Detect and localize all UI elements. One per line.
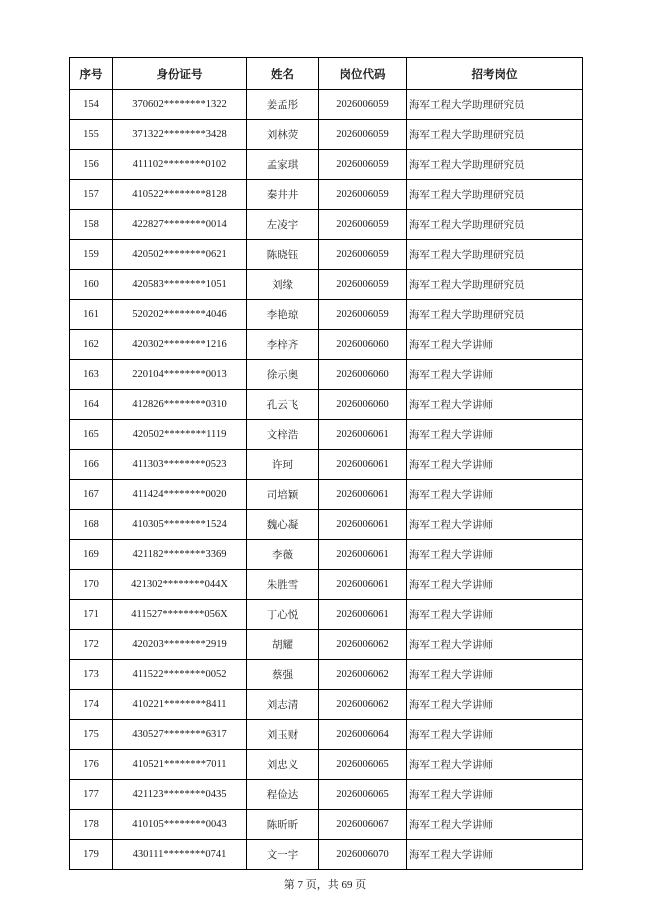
job-code-cell: 2026006059 bbox=[319, 150, 407, 180]
table-row bbox=[70, 300, 583, 330]
id-number-cell: 422827********0014 bbox=[113, 210, 247, 240]
recruitment-roster-table bbox=[69, 57, 583, 870]
table-row bbox=[70, 90, 583, 120]
name-cell: 秦井井 bbox=[247, 180, 319, 210]
job-code-cell: 2026006060 bbox=[319, 330, 407, 360]
row-number-cell: 178 bbox=[70, 810, 113, 840]
job-title-cell: 海军工程大学讲师 bbox=[407, 540, 583, 570]
job-title-cell: 海军工程大学讲师 bbox=[407, 570, 583, 600]
job-code-cell: 2026006064 bbox=[319, 720, 407, 750]
row-number-cell: 156 bbox=[70, 150, 113, 180]
row-number-cell: 172 bbox=[70, 630, 113, 660]
job-title-cell: 海军工程大学助理研究员 bbox=[407, 150, 583, 180]
name-cell: 刘缘 bbox=[247, 270, 319, 300]
id-number-cell: 411522********0052 bbox=[113, 660, 247, 690]
job-title-cell: 海军工程大学讲师 bbox=[407, 720, 583, 750]
job-title-cell: 海军工程大学助理研究员 bbox=[407, 210, 583, 240]
name-cell: 李薇 bbox=[247, 540, 319, 570]
job-code-cell: 2026006059 bbox=[319, 180, 407, 210]
job-title-cell: 海军工程大学讲师 bbox=[407, 420, 583, 450]
job-title-cell: 海军工程大学讲师 bbox=[407, 690, 583, 720]
header-row-number: 序号 bbox=[70, 58, 113, 90]
row-number-cell: 158 bbox=[70, 210, 113, 240]
job-code-cell: 2026006067 bbox=[319, 810, 407, 840]
header-name: 姓名 bbox=[247, 58, 319, 90]
id-number-cell: 421182********3369 bbox=[113, 540, 247, 570]
name-cell: 丁心悦 bbox=[247, 600, 319, 630]
job-title-cell: 海军工程大学讲师 bbox=[407, 390, 583, 420]
id-number-cell: 420302********1216 bbox=[113, 330, 247, 360]
table-body bbox=[70, 90, 583, 870]
table-row bbox=[70, 810, 583, 840]
table-header-row bbox=[70, 58, 583, 90]
job-code-cell: 2026006061 bbox=[319, 600, 407, 630]
job-code-cell: 2026006059 bbox=[319, 270, 407, 300]
name-cell: 姜孟彤 bbox=[247, 90, 319, 120]
table-row bbox=[70, 600, 583, 630]
job-code-cell: 2026006059 bbox=[319, 90, 407, 120]
job-title-cell: 海军工程大学讲师 bbox=[407, 840, 583, 870]
table-row bbox=[70, 330, 583, 360]
id-number-cell: 430111********0741 bbox=[113, 840, 247, 870]
name-cell: 刘忠义 bbox=[247, 750, 319, 780]
name-cell: 胡耀 bbox=[247, 630, 319, 660]
job-code-cell: 2026006059 bbox=[319, 120, 407, 150]
row-number-cell: 164 bbox=[70, 390, 113, 420]
name-cell: 朱胜雪 bbox=[247, 570, 319, 600]
id-number-cell: 410105********0043 bbox=[113, 810, 247, 840]
name-cell: 许珂 bbox=[247, 450, 319, 480]
name-cell: 陈昕昕 bbox=[247, 810, 319, 840]
row-number-cell: 157 bbox=[70, 180, 113, 210]
name-cell: 李梓齐 bbox=[247, 330, 319, 360]
table-header bbox=[70, 58, 583, 90]
job-code-cell: 2026006059 bbox=[319, 300, 407, 330]
table-row bbox=[70, 780, 583, 810]
job-code-cell: 2026006061 bbox=[319, 540, 407, 570]
row-number-cell: 175 bbox=[70, 720, 113, 750]
header-id-number: 身份证号 bbox=[113, 58, 247, 90]
name-cell: 刘玉财 bbox=[247, 720, 319, 750]
job-code-cell: 2026006061 bbox=[319, 510, 407, 540]
job-code-cell: 2026006059 bbox=[319, 240, 407, 270]
row-number-cell: 159 bbox=[70, 240, 113, 270]
name-cell: 文一宇 bbox=[247, 840, 319, 870]
row-number-cell: 160 bbox=[70, 270, 113, 300]
table-row bbox=[70, 420, 583, 450]
name-cell: 程俭达 bbox=[247, 780, 319, 810]
name-cell: 司培颖 bbox=[247, 480, 319, 510]
table-row bbox=[70, 840, 583, 870]
name-cell: 孔云飞 bbox=[247, 390, 319, 420]
id-number-cell: 420203********2919 bbox=[113, 630, 247, 660]
row-number-cell: 166 bbox=[70, 450, 113, 480]
job-title-cell: 海军工程大学讲师 bbox=[407, 780, 583, 810]
job-title-cell: 海军工程大学讲师 bbox=[407, 330, 583, 360]
id-number-cell: 411303********0523 bbox=[113, 450, 247, 480]
row-number-cell: 170 bbox=[70, 570, 113, 600]
id-number-cell: 411424********0020 bbox=[113, 480, 247, 510]
name-cell: 魏心凝 bbox=[247, 510, 319, 540]
job-code-cell: 2026006060 bbox=[319, 390, 407, 420]
row-number-cell: 161 bbox=[70, 300, 113, 330]
table-row bbox=[70, 690, 583, 720]
table-row bbox=[70, 570, 583, 600]
table-row bbox=[70, 360, 583, 390]
id-number-cell: 421123********0435 bbox=[113, 780, 247, 810]
row-number-cell: 174 bbox=[70, 690, 113, 720]
job-title-cell: 海军工程大学助理研究员 bbox=[407, 270, 583, 300]
name-cell: 陈晓钰 bbox=[247, 240, 319, 270]
row-number-cell: 163 bbox=[70, 360, 113, 390]
job-title-cell: 海军工程大学助理研究员 bbox=[407, 90, 583, 120]
id-number-cell: 410522********8128 bbox=[113, 180, 247, 210]
table-row bbox=[70, 660, 583, 690]
id-number-cell: 412826********0310 bbox=[113, 390, 247, 420]
row-number-cell: 162 bbox=[70, 330, 113, 360]
table-row bbox=[70, 270, 583, 300]
name-cell: 徐示奥 bbox=[247, 360, 319, 390]
name-cell: 刘志清 bbox=[247, 690, 319, 720]
table-row bbox=[70, 510, 583, 540]
table-row bbox=[70, 180, 583, 210]
row-number-cell: 176 bbox=[70, 750, 113, 780]
row-number-cell: 155 bbox=[70, 120, 113, 150]
row-number-cell: 171 bbox=[70, 600, 113, 630]
table-row bbox=[70, 240, 583, 270]
row-number-cell: 179 bbox=[70, 840, 113, 870]
name-cell: 孟家琪 bbox=[247, 150, 319, 180]
job-code-cell: 2026006062 bbox=[319, 630, 407, 660]
name-cell: 李艳琼 bbox=[247, 300, 319, 330]
id-number-cell: 420502********1119 bbox=[113, 420, 247, 450]
job-title-cell: 海军工程大学助理研究员 bbox=[407, 300, 583, 330]
name-cell: 左凌宇 bbox=[247, 210, 319, 240]
page-indicator: 第 7 页，共 69 页 bbox=[283, 879, 367, 891]
job-title-cell: 海军工程大学讲师 bbox=[407, 810, 583, 840]
table-row bbox=[70, 120, 583, 150]
job-title-cell: 海军工程大学讲师 bbox=[407, 480, 583, 510]
id-number-cell: 420583********1051 bbox=[113, 270, 247, 300]
row-number-cell: 177 bbox=[70, 780, 113, 810]
row-number-cell: 165 bbox=[70, 420, 113, 450]
job-title-cell: 海军工程大学助理研究员 bbox=[407, 240, 583, 270]
job-code-cell: 2026006061 bbox=[319, 570, 407, 600]
table-row bbox=[70, 450, 583, 480]
job-title-cell: 海军工程大学助理研究员 bbox=[407, 180, 583, 210]
header-job-code: 岗位代码 bbox=[319, 58, 407, 90]
job-title-cell: 海军工程大学讲师 bbox=[407, 660, 583, 690]
job-title-cell: 海军工程大学讲师 bbox=[407, 360, 583, 390]
job-code-cell: 2026006062 bbox=[319, 660, 407, 690]
job-code-cell: 2026006070 bbox=[319, 840, 407, 870]
name-cell: 文梓浩 bbox=[247, 420, 319, 450]
row-number-cell: 167 bbox=[70, 480, 113, 510]
job-title-cell: 海军工程大学讲师 bbox=[407, 450, 583, 480]
id-number-cell: 430527********6317 bbox=[113, 720, 247, 750]
table-row bbox=[70, 150, 583, 180]
job-code-cell: 2026006060 bbox=[319, 360, 407, 390]
id-number-cell: 410521********7011 bbox=[113, 750, 247, 780]
job-code-cell: 2026006061 bbox=[319, 480, 407, 510]
id-number-cell: 411102********0102 bbox=[113, 150, 247, 180]
id-number-cell: 370602********1322 bbox=[113, 90, 247, 120]
job-code-cell: 2026006062 bbox=[319, 690, 407, 720]
table-row bbox=[70, 540, 583, 570]
id-number-cell: 220104********0013 bbox=[113, 360, 247, 390]
table-row bbox=[70, 630, 583, 660]
id-number-cell: 411527********056X bbox=[113, 600, 247, 630]
header-job-title: 招考岗位 bbox=[407, 58, 583, 90]
row-number-cell: 168 bbox=[70, 510, 113, 540]
name-cell: 刘林荧 bbox=[247, 120, 319, 150]
table-row bbox=[70, 750, 583, 780]
job-title-cell: 海军工程大学讲师 bbox=[407, 630, 583, 660]
job-title-cell: 海军工程大学讲师 bbox=[407, 750, 583, 780]
table-row bbox=[70, 720, 583, 750]
id-number-cell: 371322********3428 bbox=[113, 120, 247, 150]
row-number-cell: 173 bbox=[70, 660, 113, 690]
table-row bbox=[70, 390, 583, 420]
job-title-cell: 海军工程大学助理研究员 bbox=[407, 120, 583, 150]
id-number-cell: 410305********1524 bbox=[113, 510, 247, 540]
job-code-cell: 2026006061 bbox=[319, 450, 407, 480]
job-code-cell: 2026006065 bbox=[319, 780, 407, 810]
job-title-cell: 海军工程大学讲师 bbox=[407, 600, 583, 630]
id-number-cell: 520202********4046 bbox=[113, 300, 247, 330]
row-number-cell: 154 bbox=[70, 90, 113, 120]
table-row bbox=[70, 210, 583, 240]
id-number-cell: 420502********0621 bbox=[113, 240, 247, 270]
id-number-cell: 410221********8411 bbox=[113, 690, 247, 720]
job-code-cell: 2026006065 bbox=[319, 750, 407, 780]
job-title-cell: 海军工程大学讲师 bbox=[407, 510, 583, 540]
job-code-cell: 2026006059 bbox=[319, 210, 407, 240]
table-row bbox=[70, 480, 583, 510]
name-cell: 蔡强 bbox=[247, 660, 319, 690]
id-number-cell: 421302********044X bbox=[113, 570, 247, 600]
job-code-cell: 2026006061 bbox=[319, 420, 407, 450]
row-number-cell: 169 bbox=[70, 540, 113, 570]
